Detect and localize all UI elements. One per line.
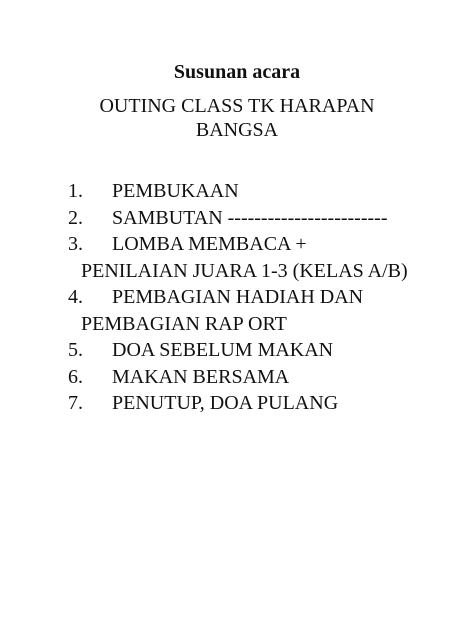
agenda-item-7 [0,390,474,417]
agenda-item-continuation-text: PEMBAGIAN RAP ORT [81,312,287,335]
event-title-line-2: BANGSA [195,119,279,141]
agenda-item-5 [0,337,474,364]
agenda-item-4-continuation [0,311,474,338]
agenda-item-number: 6. [68,365,83,388]
agenda-item-3-continuation [0,258,474,285]
agenda-item-number: 2. [68,206,83,229]
agenda-item-number: 5. [68,339,83,361]
agenda-item-text: PEMBAGIAN HADIAH DAN [112,286,364,308]
agenda-item-text: LOMBA MEMBACA + [112,233,307,255]
agenda-item-text: DOA SEBELUM MAKAN [112,339,334,361]
agenda-item-number: 3. [68,233,83,255]
agenda-item-number: 4. [68,286,83,308]
agenda-item-text: PENUTUP, DOA PULANG [112,392,339,414]
agenda-item-continuation-text: PENILAIAN JUARA 1-3 (KELAS A/B) [81,259,408,282]
agenda-item-6 [0,364,474,391]
agenda-item-3 [0,231,474,258]
agenda-item-1 [0,178,474,205]
agenda-item-number: 7. [68,392,83,414]
agenda-item-text: PEMBUKAAN [112,180,239,202]
agenda-item-text: MAKAN BERSAMA [112,365,290,388]
document-heading: Susunan acara [173,61,301,83]
agenda-item-2 [0,205,474,232]
agenda-item-number: 1. [68,180,83,202]
agenda-item-4 [0,284,474,311]
event-title-line-1: OUTING CLASS TK HARAPAN [99,95,375,117]
agenda-list [0,178,474,417]
agenda-item-text: SAMBUTAN ------------------------ [112,206,388,229]
